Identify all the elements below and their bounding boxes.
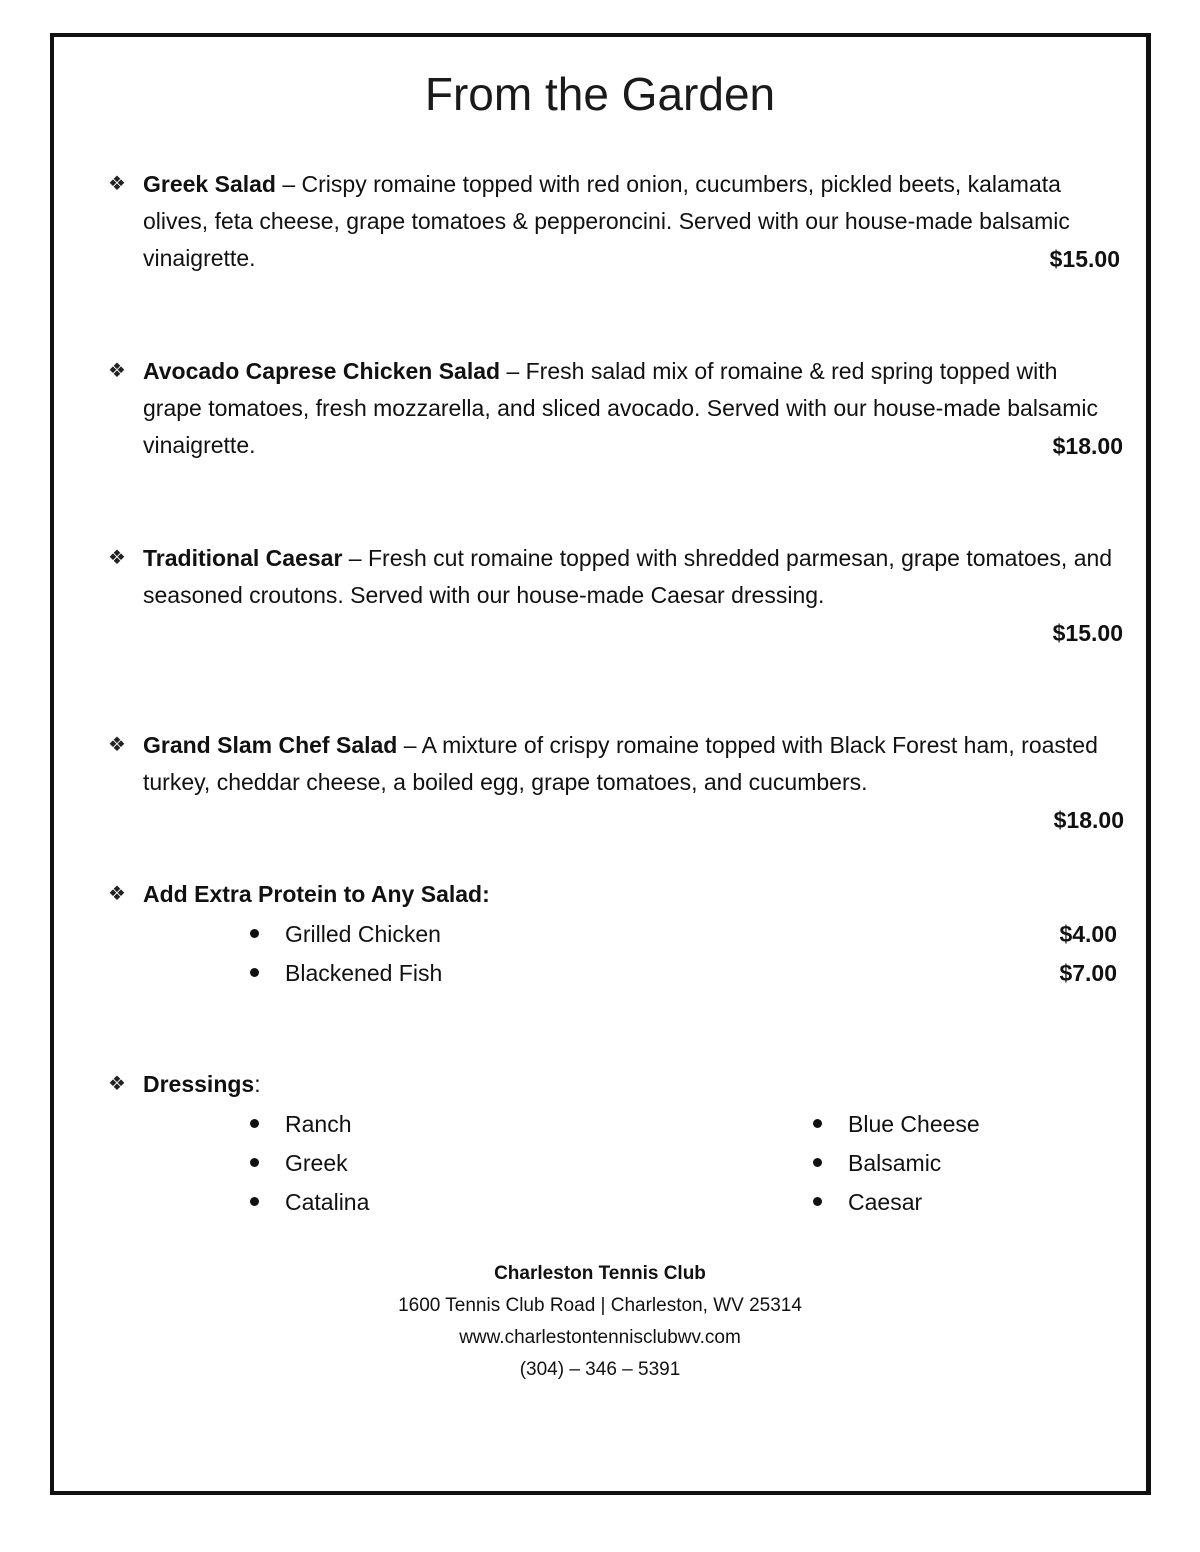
menu-item-price: $15.00 [1052,620,1123,646]
protein-option-price: $7.00 [1059,960,1117,986]
protein-option-label: Grilled Chicken [285,921,441,947]
club-website: www.charlestontennisclubwv.com [459,1327,741,1348]
menu-item-name: Avocado Caprese Chicken Salad [143,358,501,384]
menu-item-price: $18.00 [1053,807,1124,833]
club-name: Charleston Tennis Club [494,1263,706,1284]
dressing-label: Caesar [848,1189,923,1215]
menu-item-description: – Crispy romaine topped with red onion, cucumbers, pickled beets, kalamata olives, feta cheese, grape tomatoes & pepperoncini. Served with our house-made balsamic vinaigrette. [143,171,1070,271]
dressing-label: Ranch [285,1111,352,1137]
bullet-icon [250,1197,259,1206]
dressings-heading-colon: : [254,1071,261,1097]
menu-item-text [143,727,1118,801]
dressing-option [250,1183,369,1221]
menu-item-grand-slam-chef [108,727,1128,801]
menu-item-price: $15.00 [1049,246,1120,272]
diamond-cluster-icon: ❖ [108,360,126,382]
menu-item-text [143,166,1118,277]
menu-item-traditional-caesar [108,540,1128,614]
footer [0,1258,1200,1386]
dressing-label: Catalina [285,1189,370,1215]
bullet-icon [813,1158,822,1167]
bullet-icon [250,1158,259,1167]
dressings-section-heading [108,1066,1128,1103]
bullet-icon [250,1119,259,1128]
dressing-option [813,1144,941,1182]
protein-option-label: Blackened Fish [285,960,443,986]
bullet-icon [813,1119,822,1128]
menu-item-name: Traditional Caesar [143,545,343,571]
dressing-option [813,1105,980,1143]
diamond-cluster-icon: ❖ [108,734,126,756]
dressing-option [250,1144,348,1182]
menu-item-description: – Fresh cut romaine topped with shredded parmesan, grape tomatoes, and seasoned croutons. Served with our house-made Caesar dressing. [143,545,1113,608]
diamond-cluster-icon: ❖ [108,173,126,195]
diamond-cluster-icon: ❖ [108,883,126,905]
menu-item-avocado-caprese [108,353,1128,464]
menu-item-text [143,353,1118,464]
protein-option-price: $4.00 [1059,921,1117,947]
menu-title: From the Garden [424,68,776,120]
menu-item-price: $18.00 [1052,433,1123,459]
club-address: 1600 Tennis Club Road | Charleston, WV 25314 [398,1295,802,1316]
dressing-label: Greek [285,1150,348,1176]
diamond-cluster-icon: ❖ [108,1073,126,1095]
menu-item-description: – Fresh salad mix of romaine & red spring topped with grape tomatoes, fresh mozzarella, and sliced avocado. Served with our house-made balsamic vinaigrette. [143,358,1098,458]
protein-heading: Add Extra Protein to Any Salad: [143,881,490,907]
menu-item-greek-salad [108,166,1128,277]
club-phone: (304) – 346 – 5391 [519,1359,681,1380]
dressing-option [250,1105,351,1143]
menu-item-name: Greek Salad [143,171,276,197]
dressings-heading [143,1066,1118,1103]
diamond-cluster-icon: ❖ [108,547,126,569]
protein-section-heading [108,876,1128,913]
bullet-icon [250,968,259,977]
dressing-label: Blue Cheese [848,1111,980,1137]
bullet-icon [813,1197,822,1206]
dressings-heading-label: Dressings [143,1071,255,1097]
menu-item-description: – A mixture of crispy romaine topped with Black Forest ham, roasted turkey, cheddar cheese, a boiled egg, grape tomatoes, and cucumbers. [143,732,1098,795]
menu-item-text [143,540,1118,614]
dressing-label: Balsamic [848,1150,942,1176]
protein-option [250,954,442,992]
dressing-option [813,1183,922,1221]
menu-item-name: Grand Slam Chef Salad [143,732,398,758]
bullet-icon [250,929,259,938]
protein-option [250,915,441,953]
